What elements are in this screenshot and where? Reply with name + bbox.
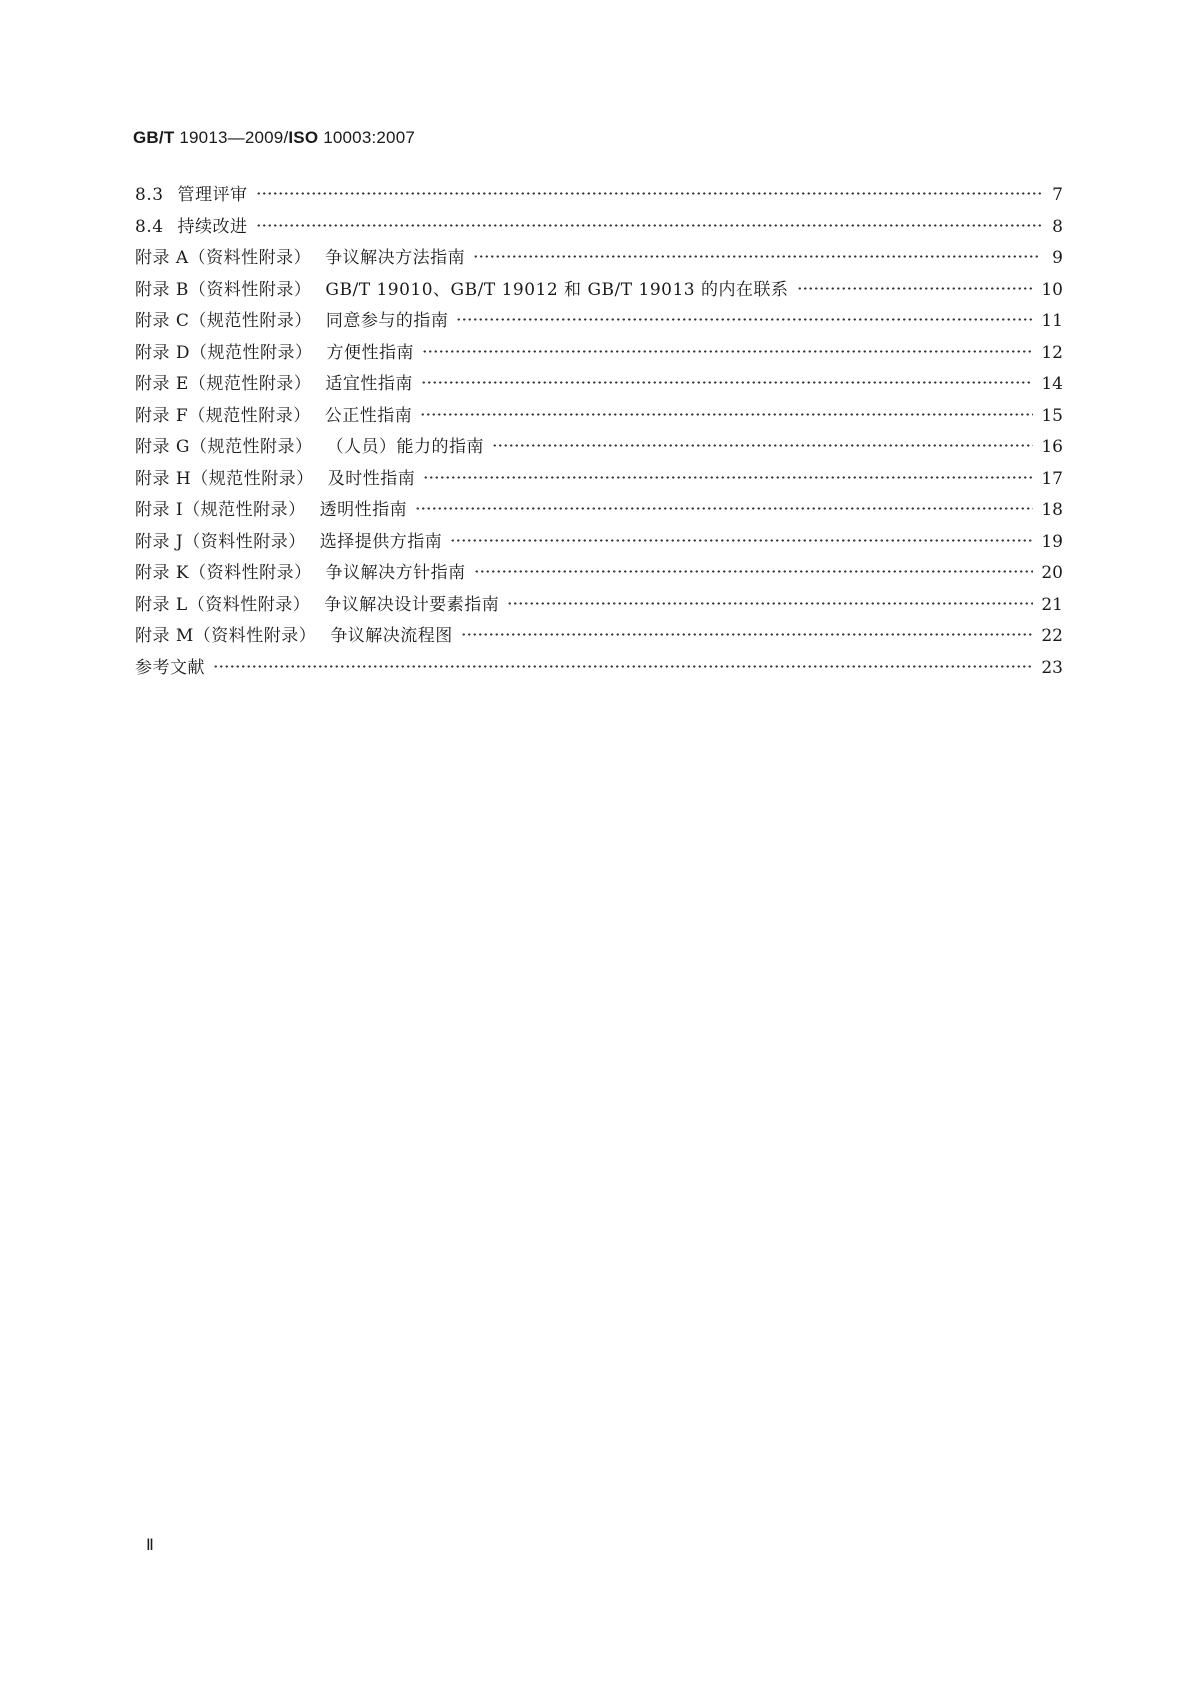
leader-dots	[450, 530, 1033, 550]
leader-dots	[474, 561, 1034, 581]
leader-dots	[473, 246, 1041, 266]
toc-entry-number: 附录 K（资料性附录）	[135, 563, 312, 583]
toc-entry-title: 同意参与的指南	[325, 311, 449, 331]
leader-dots	[797, 278, 1034, 298]
toc-entry-title: GB/T 19010、GB/T 19012 和 GB/T 19013 的内在联系	[325, 279, 789, 300]
header-iso-number: 10003:2007	[323, 128, 416, 147]
toc-entry[interactable]	[135, 180, 1063, 212]
toc-page-number: 21	[1041, 594, 1063, 615]
toc-entry-number: 附录 C（规范性附录）	[135, 311, 312, 331]
header-number: 19013—2009/	[179, 128, 289, 147]
toc-entry-number: 附录 L（资料性附录）	[135, 594, 311, 615]
toc-entry-title: 方便性指南	[326, 342, 415, 363]
toc-page-number: 18	[1041, 500, 1063, 520]
toc-entry-title: 争议解决流程图	[330, 626, 453, 646]
toc-entry[interactable]	[135, 306, 1063, 338]
toc-entry-number: 附录 D（规范性附录）	[135, 342, 313, 363]
toc-entry-number: 附录 B（资料性附录）	[135, 279, 312, 300]
toc-entry[interactable]	[135, 432, 1063, 464]
toc-entry[interactable]	[135, 212, 1063, 244]
leader-dots	[213, 656, 1033, 676]
toc-entry[interactable]	[135, 653, 1063, 685]
toc-page-number: 12	[1041, 342, 1063, 363]
toc-entry-title: 争议解决方法指南	[325, 248, 466, 268]
toc-entry-number: 8.3	[135, 185, 164, 205]
toc-entry[interactable]	[135, 527, 1063, 559]
leader-dots	[422, 341, 1033, 361]
toc-entry-number: 附录 M（资料性附录）	[135, 626, 317, 646]
page-number: Ⅱ	[146, 1537, 154, 1554]
toc-entry-title: 及时性指南	[327, 468, 416, 489]
leader-dots	[420, 404, 1033, 424]
toc-entry-number: 附录 F（规范性附录）	[135, 405, 311, 426]
toc-entry-title: 管理评审	[177, 185, 248, 205]
toc-entry-title: 公正性指南	[324, 405, 413, 426]
leader-dots	[461, 624, 1034, 644]
toc-entry-number: 附录 E（规范性附录）	[135, 374, 312, 394]
toc-entry-title: 选择提供方指南	[319, 531, 443, 552]
header-standard: GB/T	[133, 128, 175, 147]
toc-page-number: 16	[1041, 437, 1063, 457]
toc-entry[interactable]	[135, 495, 1063, 527]
toc-entry-title: 持续改进	[177, 216, 248, 237]
leader-dots	[492, 435, 1033, 455]
toc-entry-number: 8.4	[135, 216, 164, 237]
toc-entry[interactable]	[135, 464, 1063, 496]
toc-entry-title: 参考文献	[135, 657, 205, 678]
toc-page-number: 14	[1041, 374, 1063, 394]
leader-dots	[507, 593, 1033, 613]
leader-dots	[415, 498, 1033, 518]
toc-page-number: 9	[1052, 248, 1063, 268]
toc-page-number: 22	[1041, 626, 1063, 646]
leader-dots	[456, 309, 1033, 329]
document-header	[133, 128, 415, 148]
toc-page-number: 10	[1041, 279, 1063, 300]
toc-entry-number: 附录 I（规范性附录）	[135, 500, 306, 520]
leader-dots	[421, 372, 1034, 392]
header-iso: ISO	[288, 128, 319, 147]
table-of-contents	[135, 180, 1063, 684]
toc-page-number: 7	[1052, 185, 1063, 205]
toc-entry-number: 附录 G（规范性附录）	[135, 437, 313, 457]
leader-dots	[256, 215, 1041, 235]
toc-page-number: 19	[1041, 531, 1063, 552]
toc-entry[interactable]	[135, 590, 1063, 622]
toc-entry-title: （人员）能力的指南	[326, 437, 484, 457]
leader-dots	[256, 183, 1041, 203]
toc-entry-number: 附录 A（资料性附录）	[135, 248, 312, 268]
toc-page-number: 8	[1052, 216, 1063, 237]
toc-entry[interactable]	[135, 275, 1063, 307]
toc-entry[interactable]	[135, 243, 1063, 275]
toc-entry-title: 适宜性指南	[325, 374, 413, 394]
toc-entry-title: 争议解决方针指南	[325, 563, 466, 583]
toc-page-number: 15	[1041, 405, 1063, 426]
toc-entry-number: 附录 J（资料性附录）	[135, 531, 306, 552]
toc-page-number: 11	[1041, 311, 1063, 331]
toc-page-number: 23	[1041, 657, 1063, 678]
toc-entry[interactable]	[135, 401, 1063, 433]
toc-entry-number: 附录 H（规范性附录）	[135, 468, 314, 489]
toc-page-number: 20	[1041, 563, 1063, 583]
toc-entry[interactable]	[135, 558, 1063, 590]
leader-dots	[423, 467, 1033, 487]
toc-entry[interactable]	[135, 369, 1063, 401]
toc-entry[interactable]	[135, 621, 1063, 653]
toc-entry[interactable]	[135, 338, 1063, 370]
toc-page-number: 17	[1041, 468, 1063, 489]
toc-entry-title: 透明性指南	[319, 500, 408, 520]
toc-entry-title: 争议解决设计要素指南	[324, 594, 500, 615]
